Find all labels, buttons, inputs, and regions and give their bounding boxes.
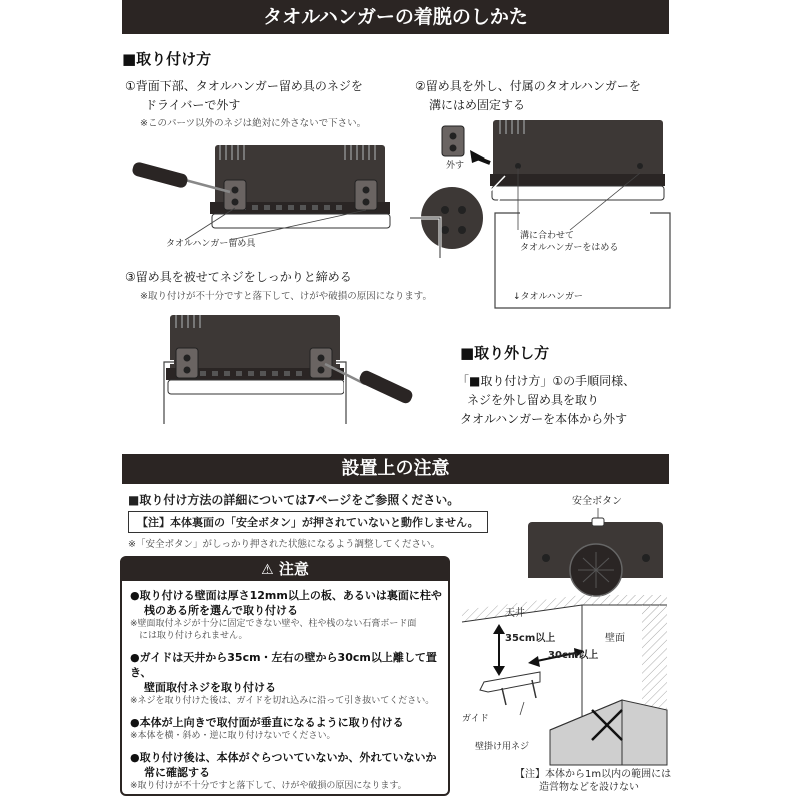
step2-callout-line1: 溝に合わせて [520, 231, 575, 241]
step1-note: ※このパーツ以外のネジは絶対に外さないで下さい。 [140, 118, 367, 129]
caution-item [130, 650, 446, 707]
caution-item-note: ※本体を横・斜め・逆に取り付けないでください。 [130, 731, 336, 741]
install-line1: ■取り付け方法の詳細については7ページをご参照ください。 [128, 493, 460, 507]
top-banner: タオルハンガーの着脱のしかた [122, 0, 669, 34]
install-note: ※「安全ボタン」がしっかり押された状態になるよう調整してください。 [128, 539, 440, 550]
diagram-ceiling-label: 天井 [505, 608, 525, 619]
detach-text [457, 372, 635, 429]
step3-illustration [160, 312, 420, 427]
step2-callout-line2: タオルハンガーをはめる [520, 243, 619, 253]
detach-heading: ■取り外し方 [460, 344, 550, 362]
diagram-guide-label: ガイド [462, 714, 489, 724]
caution-item [130, 588, 446, 642]
step1-line2: ドライバーで外す [145, 98, 241, 112]
diagram-footnote-line1: 【注】本体から1m以内の範囲には [515, 769, 672, 780]
caution-item-main: ●本体が上向きで取付面が垂直になるように取り付ける [130, 716, 404, 729]
step2-text [415, 77, 641, 115]
step2-illustration [410, 118, 680, 318]
caution-item-main: ●取り付ける壁面は厚さ12mm以上の板、あるいは裏面に柱や [130, 589, 442, 602]
step2-remove-label: 外す [446, 161, 465, 171]
caution-item-main: 桟のある所を選んで取り付ける [144, 604, 298, 617]
diagram-screw-label: 壁掛け用ネジ [475, 742, 530, 752]
step1-callout: タオルハンガー留め具 [166, 239, 256, 249]
detach-line3: タオルハンガーを本体から外す [460, 412, 628, 426]
install-banner: 設置上の注意 [122, 454, 669, 484]
caution-title: 注意 [278, 560, 309, 578]
attach-heading: ■取り付け方 [122, 50, 212, 68]
diagram-wall-label: 壁面 [605, 633, 625, 644]
caution-item-note: ※ネジを取り付けた後は、ガイドを切れ込みに沿って引き抜いてください。 [130, 696, 435, 706]
step1-line1: ①背面下部、タオルハンガー留め具のネジを [125, 79, 363, 93]
caution-items [130, 588, 446, 792]
caution-item-note: ※取り付けが不十分ですと落下して、けがや破損の原因になります。 [130, 781, 407, 791]
caution-item-main: ●ガイドは天井から35cm・左右の壁から30cm以上離して置き、 [130, 651, 437, 679]
install-boxed-note: 【注】本体裏面の「安全ボタン」が押されていないと動作しません。 [128, 511, 488, 533]
diagram-footnote-line2: 造営物などを設けない [539, 782, 639, 793]
step1-text [125, 77, 363, 115]
diagram-dist-ceiling: 35cm以上 [505, 633, 556, 644]
caution-item-note: ※壁面取付ネジが十分に固定できない壁や、柱や桟のない石膏ボード面 [130, 619, 417, 629]
step3-line1: ③留め具を被せてネジをしっかりと締める [125, 270, 352, 284]
caution-item-note: には取り付けられません。 [139, 631, 248, 641]
diagram-footnote [515, 768, 671, 794]
step2-hanger-label: ↓タオルハンガー [513, 292, 583, 302]
caution-item-main: 常に確認する [144, 766, 210, 779]
safety-button-label: 安全ボタン [572, 496, 622, 507]
step1-illustration [130, 140, 400, 250]
safety-button-illustration [528, 508, 668, 578]
caution-item [130, 750, 446, 792]
caution-header [121, 557, 449, 581]
caution-item-main: 壁面取付ネジを取り付ける [144, 681, 276, 694]
step3-note: ※取り付けが不十分ですと落下して、けがや破損の原因になります。 [140, 291, 433, 302]
warning-triangle-icon: ⚠ [261, 562, 274, 578]
caution-item-main: ●取り付け後は、本体がぐらついていないか、外れていないか [130, 751, 437, 764]
diagram-dist-wall: 30cm以上 [548, 650, 599, 661]
detach-line1: 「■取り付け方」①の手順同様、 [457, 374, 636, 388]
caution-item [130, 715, 446, 742]
step2-line1: ②留め具を外し、付属のタオルハンガーを [415, 79, 641, 93]
detach-line2: ネジを外し留め具を取り [467, 393, 600, 407]
step2-line2: 溝にはめ固定する [429, 98, 526, 112]
step2-callout [520, 230, 618, 254]
